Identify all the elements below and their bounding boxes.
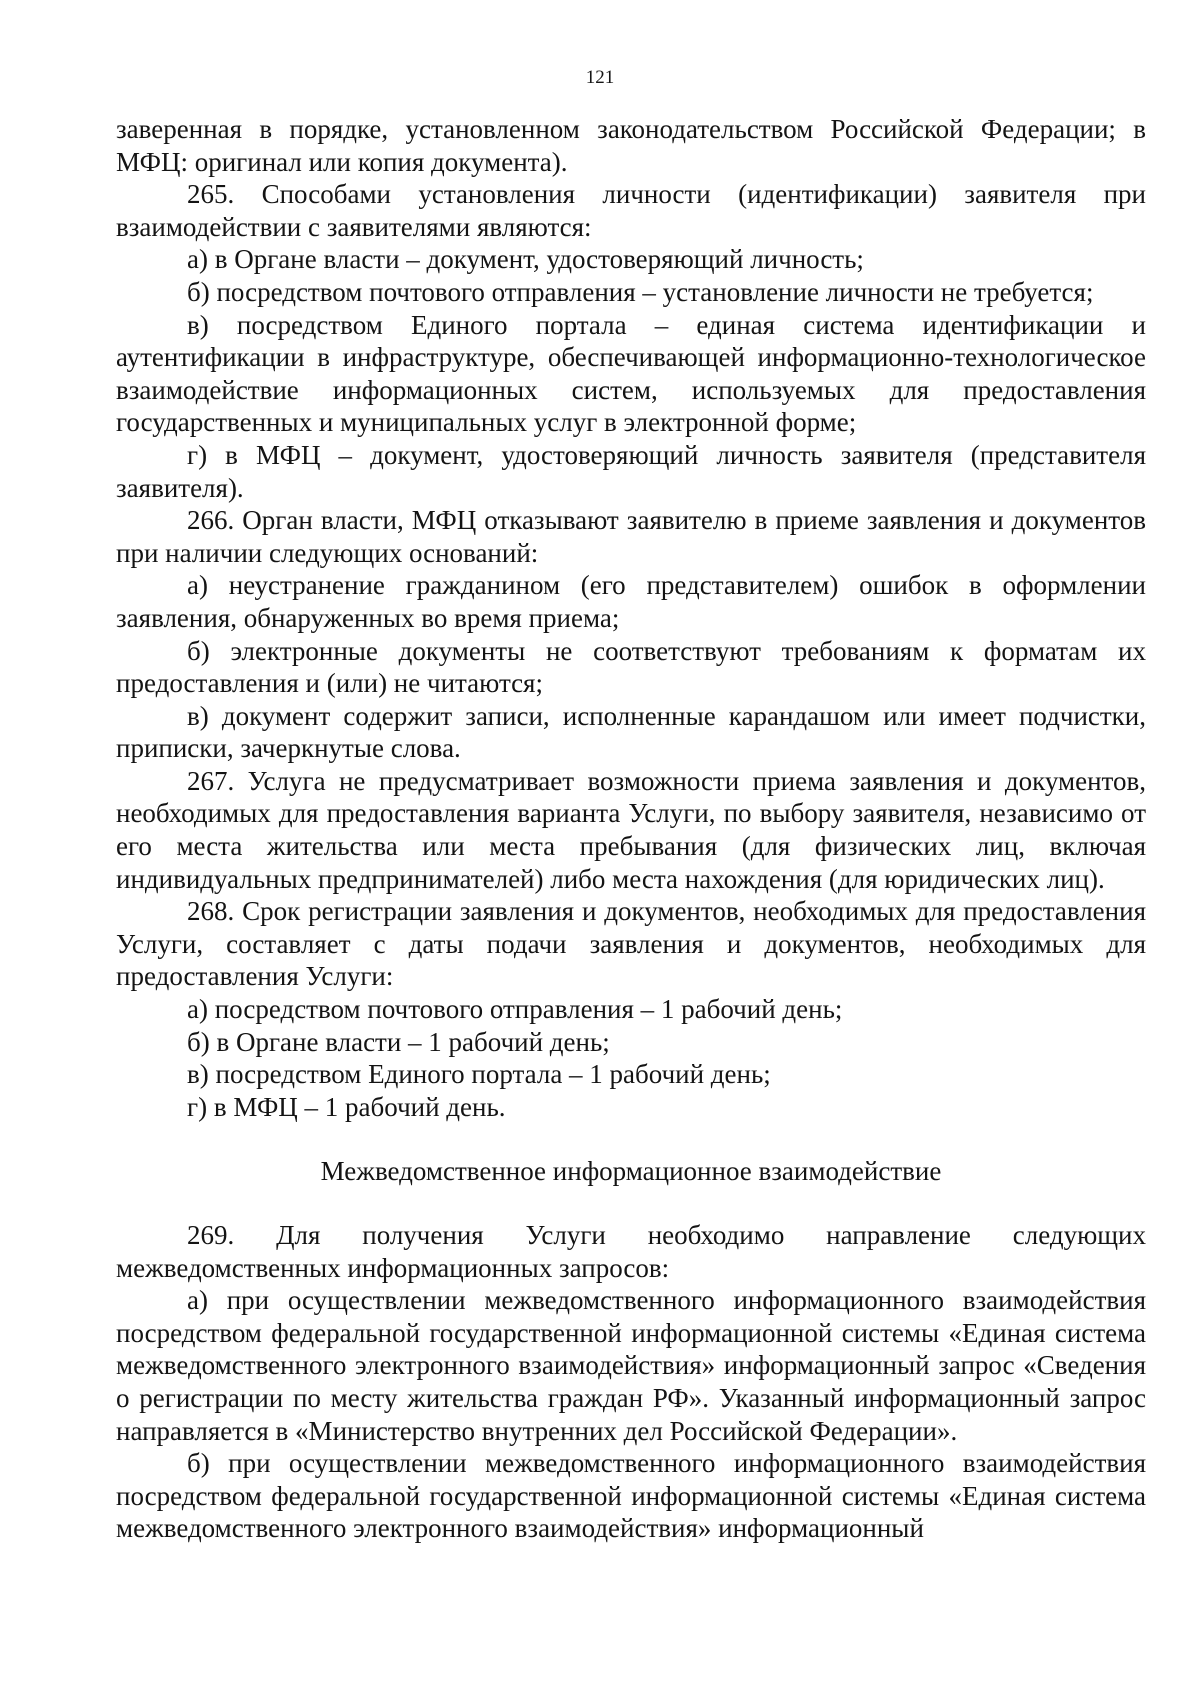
document-body — [116, 113, 1146, 1545]
list-item-265-v: в) посредством Единого портала – единая система идентификации и аутентификации в инфраструктуре, обеспечивающей информационно-технологическое взаимодействие информационных систем, используемых для предоставления государственных и муниципальных услуг в электронной форме; — [116, 309, 1146, 438]
paragraph-continuation: заверенная в порядке, установленном законодательством Российской Федерации; в МФЦ: оригинал или копия документа). — [116, 114, 1146, 177]
list-item-266-v: в) документ содержит записи, исполненные карандашом или имеет подчистки, приписки, зачеркнутые слова. — [116, 700, 1146, 764]
list-item-265-b: б) посредством почтового отправления – установление личности не требуется; — [187, 276, 1094, 307]
list-item-268-b: б) в Органе власти – 1 рабочий день; — [187, 1026, 610, 1057]
list-item-269-a: а) при осуществлении межведомственного информационного взаимодействия посредством федеральной государственной информационной системы «Единая система межведомственного электронного взаимодействия» информационный запрос «Сведения о регистрации по месту жительства граждан РФ». Указанный информационный запрос направляется в «Министерство внутренних дел Российской Федерации». — [116, 1285, 1146, 1446]
list-item-268-a: а) посредством почтового отправления – 1 рабочий день; — [187, 994, 843, 1025]
paragraph-266: 266. Орган власти, МФЦ отказывают заявителю в приеме заявления и документов при наличии следующих оснований: — [116, 505, 1146, 568]
paragraph-268: 268. Срок регистрации заявления и документов, необходимых для предоставления Услуги, составляет с даты подачи заявления и документов, необходимых для предоставления Услуги: — [116, 896, 1146, 992]
paragraph-269: 269. Для получения Услуги необходимо направление следующих межведомственных информационных запросов: — [116, 1220, 1146, 1283]
paragraph-265: 265. Способами установления личности (идентификации) заявителя при взаимодействии с заявителями являются: — [116, 179, 1146, 242]
list-item-269-b: б) при осуществлении межведомственного информационного взаимодействия посредством федеральной государственной информационной системы «Единая система межведомственного электронного взаимодействия» информационный — [116, 1448, 1146, 1544]
list-item-268-g: г) в МФЦ – 1 рабочий день. — [187, 1091, 506, 1122]
list-item-265-g: г) в МФЦ – документ, удостоверяющий личность заявителя (представителя заявителя). — [116, 439, 1146, 503]
section-heading: Межведомственное информационное взаимодействие — [320, 1156, 942, 1187]
paragraph-267: 267. Услуга не предусматривает возможности приема заявления и документов, необходимых для предоставления варианта Услуги, по выбору заявителя, независимо от его места жительства или места пребывания (для физических лиц, включая индивидуальных предпринимателей) либо места нахождения (для юридических лиц). — [116, 765, 1146, 894]
list-item-265-a: а) в Органе власти – документ, удостоверяющий личность; — [187, 244, 864, 275]
list-item-266-a: а) неустранение гражданином (его представителем) ошибок в оформлении заявления, обнаруженных во время приема; — [116, 570, 1146, 633]
list-item-268-v: в) посредством Единого портала – 1 рабочий день; — [187, 1059, 771, 1090]
list-item-266-b: б) электронные документы не соответствуют требованиям к форматам их предоставления и (или) не читаются; — [116, 635, 1146, 699]
page-number: 121 — [585, 67, 615, 88]
